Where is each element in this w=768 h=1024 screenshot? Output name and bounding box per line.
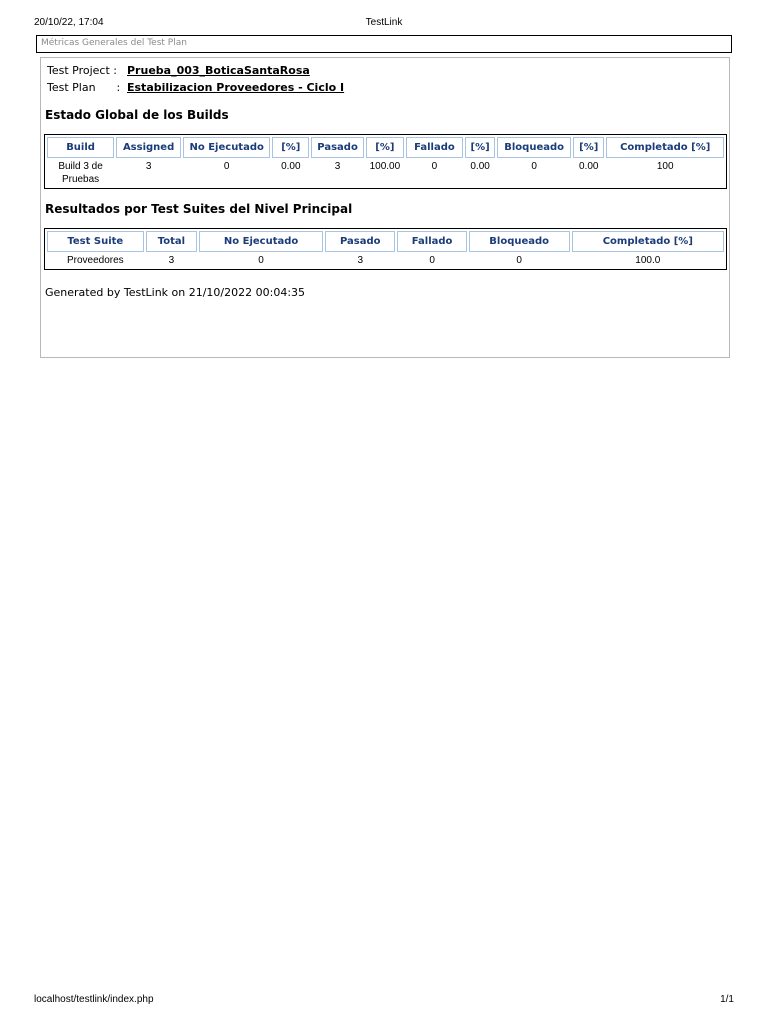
suites-col-header-test-suite[interactable]: Test Suite (47, 231, 144, 252)
builds-cell-bloqueado: 0 (531, 161, 537, 172)
test-project-row (47, 64, 310, 77)
suites-cell-no-ejecutado: 0 (258, 255, 264, 266)
builds-cell-pct: 0.00 (281, 161, 301, 172)
table-row (47, 254, 724, 267)
suites-col-header-pasado[interactable]: Pasado (325, 231, 395, 252)
suites-col-header-completado[interactable]: Completado [%] (572, 231, 724, 252)
test-plan-row (47, 81, 344, 94)
builds-cell-no-ejecutado: 0 (223, 161, 230, 172)
suites-col-header-no-ejecutado[interactable]: No Ejecutado (199, 231, 323, 252)
builds-col-header-pct[interactable]: [%] (465, 137, 495, 158)
builds-col-header-no-ejecutado[interactable]: No Ejecutado (183, 137, 270, 158)
suites-cell-total: 3 (168, 255, 175, 266)
builds-cell-assigned: 3 (145, 161, 152, 172)
builds-cell-pct: 100.00 (369, 161, 401, 172)
test-project-label: Test Project : (47, 64, 117, 77)
builds-col-header-build[interactable]: Build (47, 137, 114, 158)
suites-cell-pasado: 3 (357, 255, 364, 266)
test-project-link[interactable]: Prueba_003_BoticaSantaRosa (127, 64, 310, 77)
builds-col-header-bloqueado[interactable]: Bloqueado (497, 137, 571, 158)
builds-col-header-fallado[interactable]: Fallado (406, 137, 463, 158)
builds-col-header-pct[interactable]: [%] (366, 137, 404, 158)
print-url: localhost/testlink/index.php (34, 994, 154, 1005)
builds-col-header-pct[interactable]: [%] (272, 137, 309, 158)
test-plan-label: Test Plan : (47, 81, 121, 94)
generated-footer: Generated by TestLink on 21/10/2022 00:04:35 (45, 286, 306, 299)
suites-cell-bloqueado: 0 (516, 255, 522, 266)
title-bar (36, 35, 732, 53)
builds-cell-pasado: 3 (334, 161, 341, 172)
suites-cell-fallado: 0 (429, 255, 435, 266)
suites-col-header-fallado[interactable]: Fallado (397, 231, 466, 252)
suites-cell-test-suite: Proveedores (66, 255, 124, 266)
builds-cell-completado: 100 (656, 161, 674, 172)
builds-col-header-assigned[interactable]: Assigned (116, 137, 181, 158)
builds-cell-fallado: 0 (431, 161, 438, 172)
builds-col-header-completado[interactable]: Completado [%] (606, 137, 724, 158)
suites-cell-completado: 100.0 (635, 255, 661, 266)
test-plan-link[interactable]: Estabilizacion Proveedores - Ciclo I (127, 81, 345, 94)
builds-col-header-pasado[interactable]: Pasado (311, 137, 364, 158)
print-datetime: 20/10/22, 17:04 (34, 17, 104, 28)
print-page-title: TestLink (365, 17, 403, 28)
suites-heading: Resultados por Test Suites del Nivel Principal (45, 202, 353, 216)
builds-col-header-pct[interactable]: [%] (573, 137, 604, 158)
builds-cell-build: Build 3 de Pruebas (58, 161, 103, 185)
workframe (40, 57, 730, 358)
suites-col-header-bloqueado[interactable]: Bloqueado (469, 231, 570, 252)
builds-heading: Estado Global de los Builds (45, 108, 229, 122)
suites-col-header-total[interactable]: Total (146, 231, 197, 252)
builds-cell-pct: 0.00 (578, 161, 599, 172)
builds-cell-pct: 0.00 (470, 161, 490, 172)
table-row (47, 160, 724, 186)
suites-table (44, 228, 727, 270)
print-page-number: 1/1 (720, 994, 734, 1005)
builds-table (44, 134, 727, 189)
title-bar-text: Métricas Generales del Test Plan (41, 38, 187, 48)
